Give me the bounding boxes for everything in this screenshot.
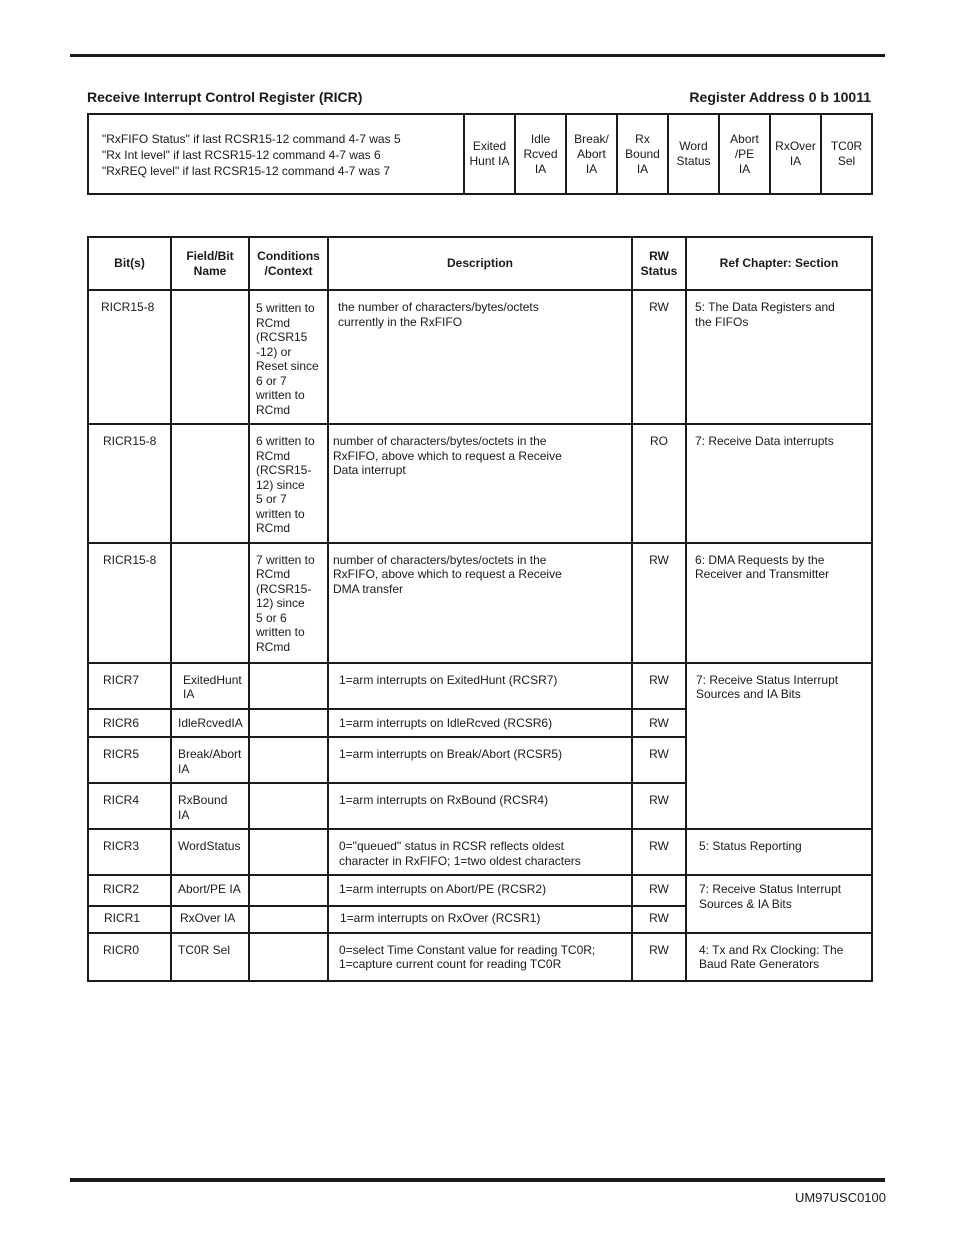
col-header-bits: Bit(s)	[88, 237, 171, 290]
col-header-field: Field/Bit Name	[171, 237, 249, 290]
table-header-row	[88, 237, 872, 290]
cell-ref: 5: Status Reporting	[686, 829, 872, 875]
cell-description: 1=arm interrupts on RxBound (RCSR4)	[328, 783, 632, 829]
table-row	[88, 933, 872, 981]
cell-ref: 5: The Data Registers and the FIFOs	[686, 290, 872, 424]
cell-ref: 6: DMA Requests by the Receiver and Transmitter	[686, 543, 872, 663]
register-bit-cells	[465, 115, 871, 193]
cell-bits: RICR1	[88, 906, 171, 933]
cell-rw: RW	[632, 709, 686, 738]
register-field-table	[87, 236, 873, 982]
cell-field: Abort/PE IA	[171, 875, 249, 906]
cell-field: TC0R Sel	[171, 933, 249, 981]
register-title: Receive Interrupt Control Register (RICR)	[87, 89, 363, 105]
table-row	[88, 829, 872, 875]
cell-ref: 7: Receive Status Interrupt Sources & IA Bits	[686, 875, 872, 933]
document-id: UM97USC0100	[794, 1190, 886, 1205]
cell-conditions	[249, 875, 328, 906]
cell-rw: RW	[632, 290, 686, 424]
top-rule	[70, 54, 885, 57]
cell-field	[171, 290, 249, 424]
cell-rw: RW	[632, 906, 686, 933]
cell-description: number of characters/bytes/octets in the RxFIFO, above which to request a Receive Data interrupt	[328, 424, 632, 543]
bit-cell-idle-rcved: Idle Rcved IA	[514, 115, 565, 193]
bottom-rule	[70, 1178, 885, 1182]
col-header-conditions: Conditions /Context	[249, 237, 328, 290]
table-row	[88, 543, 872, 663]
cell-description: 1=arm interrupts on IdleRcved (RCSR6)	[328, 709, 632, 738]
table-row	[88, 424, 872, 543]
bit-cell-break-abort: Break/ Abort IA	[565, 115, 616, 193]
cell-bits: RICR15-8	[88, 424, 171, 543]
cell-conditions	[249, 737, 328, 783]
cell-bits: RICR0	[88, 933, 171, 981]
cell-conditions	[249, 829, 328, 875]
register-desc-line: "Rx Int level" if last RCSR15-12 command 4-7 was 6	[102, 148, 381, 162]
cell-bits: RICR5	[88, 737, 171, 783]
cell-conditions: 7 written to RCmd (RCSR15- 12) since 5 or 6 written to RCmd	[249, 543, 328, 663]
cell-conditions	[249, 783, 328, 829]
cell-description: 1=arm interrupts on Break/Abort (RCSR5)	[328, 737, 632, 783]
cell-rw: RW	[632, 737, 686, 783]
cell-field: ExitedHunt IA	[171, 663, 249, 709]
cell-bits: RICR2	[88, 875, 171, 906]
cell-field: Break/Abort IA	[171, 737, 249, 783]
cell-bits: RICR4	[88, 783, 171, 829]
cell-rw: RW	[632, 829, 686, 875]
register-title-row	[87, 89, 871, 109]
cell-bits: RICR7	[88, 663, 171, 709]
cell-description: 1=arm interrupts on RxOver (RCSR1)	[328, 906, 632, 933]
cell-conditions	[249, 709, 328, 738]
register-desc-line: "RxFIFO Status" if last RCSR15-12 command 4-7 was 5	[102, 132, 401, 146]
cell-field: RxBound IA	[171, 783, 249, 829]
cell-description: number of characters/bytes/octets in the RxFIFO, above which to request a Receive DMA transfer	[328, 543, 632, 663]
register-desc-line: "RxREQ level" if last RCSR15-12 command 4-7 was 7	[102, 164, 390, 178]
cell-rw: RW	[632, 783, 686, 829]
col-header-description: Description	[328, 237, 632, 290]
cell-rw: RW	[632, 933, 686, 981]
bit-cell-rx-bound: Rx Bound IA	[616, 115, 667, 193]
col-header-ref: Ref Chapter: Section	[686, 237, 872, 290]
bit-cell-tc0r-sel: TC0R Sel	[820, 115, 871, 193]
cell-conditions	[249, 663, 328, 709]
cell-bits: RICR15-8	[88, 290, 171, 424]
bit-cell-word-status: Word Status	[667, 115, 718, 193]
bit-cell-exited-hunt: Exited Hunt IA	[469, 139, 510, 168]
table-row	[88, 875, 872, 906]
cell-conditions: 5 written to RCmd (RCSR15 -12) or Reset since 6 or 7 written to RCmd	[249, 290, 328, 424]
cell-ref: 4: Tx and Rx Clocking: The Baud Rate Generators	[686, 933, 872, 981]
bit-cell-abort-pe: Abort /PE IA	[718, 115, 769, 193]
cell-description: the number of characters/bytes/octets currently in the RxFIFO	[328, 290, 632, 424]
cell-ref: 7: Receive Data interrupts	[686, 424, 872, 543]
cell-bits: RICR15-8	[88, 543, 171, 663]
cell-field	[171, 424, 249, 543]
cell-ref: 7: Receive Status Interrupt Sources and IA Bits	[686, 663, 872, 830]
bit-cell-rx-over: RxOver IA	[769, 115, 820, 193]
register-field-description	[89, 115, 465, 193]
col-header-rw: RW Status	[632, 237, 686, 290]
register-address: Register Address 0 b 10011	[689, 89, 871, 105]
cell-field: RxOver IA	[171, 906, 249, 933]
cell-field	[171, 543, 249, 663]
cell-conditions	[249, 906, 328, 933]
cell-description: 0=select Time Constant value for reading TC0R; 1=capture current count for reading TC0R	[328, 933, 632, 981]
cell-rw: RW	[632, 875, 686, 906]
cell-field: WordStatus	[171, 829, 249, 875]
cell-bits: RICR3	[88, 829, 171, 875]
cell-field: IdleRcvedIA	[171, 709, 249, 738]
table-row	[88, 663, 872, 709]
cell-bits: RICR6	[88, 709, 171, 738]
cell-conditions	[249, 933, 328, 981]
cell-rw: RW	[632, 663, 686, 709]
table-row	[88, 290, 872, 424]
cell-rw: RO	[632, 424, 686, 543]
register-bit-diagram	[87, 113, 873, 195]
cell-description: 0="queued" status in RCSR reflects oldest character in RxFIFO; 1=two oldest characters	[328, 829, 632, 875]
cell-description: 1=arm interrupts on ExitedHunt (RCSR7)	[328, 663, 632, 709]
cell-conditions: 6 written to RCmd (RCSR15- 12) since 5 or 7 written to RCmd	[249, 424, 328, 543]
cell-description: 1=arm interrupts on Abort/PE (RCSR2)	[328, 875, 632, 906]
cell-rw: RW	[632, 543, 686, 663]
